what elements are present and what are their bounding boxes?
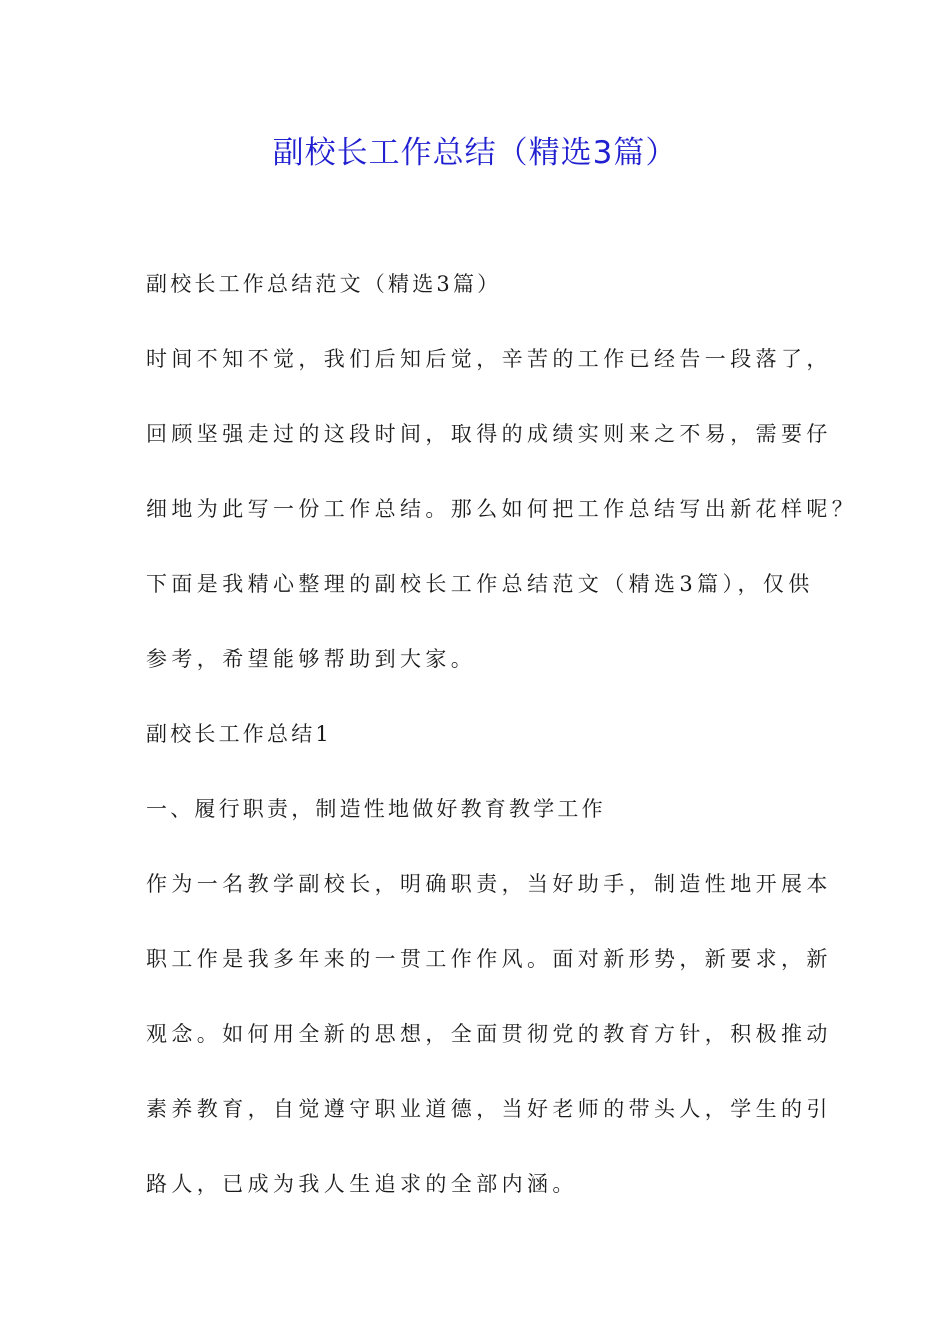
paragraph-line: 细地为此写一份工作总结。那么如何把工作总结写出新花样呢？ — [146, 497, 858, 521]
subsection-heading: 一、履行职责，制造性地做好教育教学工作 — [146, 797, 606, 821]
paragraph-line: 职工作是我多年来的一贯工作作风。面对新形势，新要求，新 — [146, 947, 832, 971]
paragraph-line: 下面是我精心整理的副校长工作总结范文（精选3篇），仅供 — [146, 572, 814, 596]
paragraph-line: 时间不知不觉，我们后知后觉，辛苦的工作已经告一段落了， — [146, 347, 832, 371]
intro-heading: 副校长工作总结范文（精选3篇） — [146, 272, 502, 296]
paragraph-line: 观念。如何用全新的思想，全面贯彻党的教育方针，积极推动 — [146, 1022, 832, 1046]
paragraph-line: 素养教育，自觉遵守职业道德，当好老师的带头人，学生的引 — [146, 1097, 832, 1121]
paragraph-line: 作为一名教学副校长，明确职责，当好助手，制造性地开展本 — [146, 872, 832, 896]
paragraph-line: 参考，希望能够帮助到大家。 — [146, 647, 477, 671]
paragraph-line: 路人，已成为我人生追求的全部内涵。 — [146, 1172, 578, 1196]
section-heading: 副校长工作总结1 — [146, 722, 332, 746]
paragraph-line: 回顾坚强走过的这段时间，取得的成绩实则来之不易，需要仔 — [146, 422, 832, 446]
document-title: 副校长工作总结（精选3篇） — [272, 135, 678, 171]
